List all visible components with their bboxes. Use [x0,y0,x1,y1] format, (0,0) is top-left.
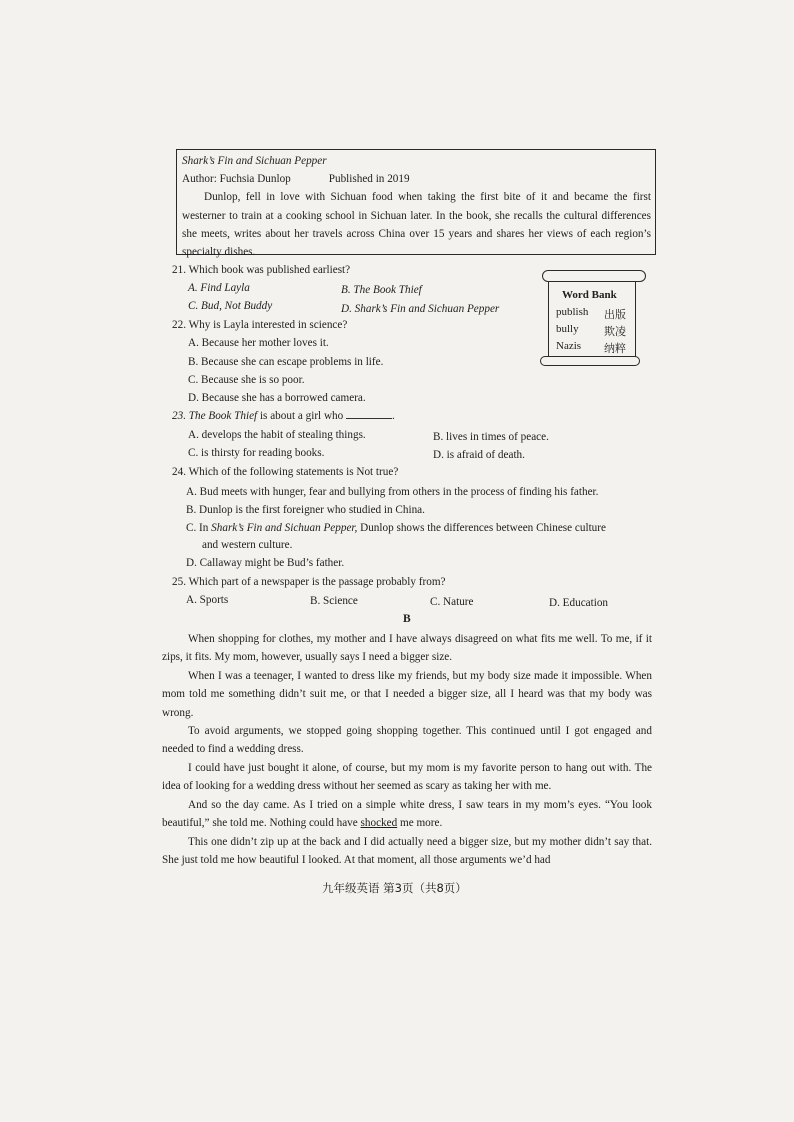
q22-option-d[interactable]: D. Because she has a borrowed camera. [188,392,366,404]
q24-option-d[interactable]: D. Callaway might be Bud’s father. [186,557,345,569]
passage-paragraph [162,796,652,833]
q21-option-a[interactable]: A. Find Layla [188,282,250,294]
entry-cn: 欺凌 [604,326,626,338]
q25-option-c[interactable]: C. Nature [430,596,474,608]
q23-stem: 23. The Book Thief is about a girl who . [172,410,395,422]
entry-en: publish [556,306,589,318]
passage-paragraph: This one didn’t zip up at the back and I did actually need a bigger size, but my mother didn’t say that. She just told me how beautiful I looked. At that moment, all those arguments we’d had [162,836,652,867]
q25-option-d[interactable]: D. Education [549,597,609,609]
q24-option-c-cont: and western culture. [202,539,293,551]
book-meta [182,170,651,188]
passage-paragraph: When I was a teenager, I wanted to dress like my friends, but my body size made it impossible. When mom told me something didn’t suit me, or that I needed a bigger size, all I heard was that my body was wrong. [162,670,652,719]
word-bank-entry [556,306,632,321]
q21-option-c[interactable]: C. Bud, Not Buddy [188,300,273,312]
q25-option-b[interactable]: B. Science [310,595,358,607]
q22-option-b[interactable]: B. Because she can escape problems in life. [188,356,384,368]
q25-option-a[interactable]: A. Sports [186,594,229,606]
q24-c-pre: C. In [186,522,209,534]
q25-stem: 25. Which part of a newspaper is the passage probably from? [172,576,446,588]
q24-stem: 24. Which of the following statements is Not true? [172,466,399,478]
passage-paragraph: When shopping for clothes, my mother and I have always disagreed on what fits me well. To me, if it zips, it fits. My mom, however, usually says I need a bigger size. [162,633,652,664]
q23-option-a[interactable]: A. develops the habit of stealing things. [188,429,366,441]
q23-stem-title: 23. The Book Thief [172,410,258,422]
q24-option-b[interactable]: B. Dunlop is the first foreigner who studied in China. [186,504,425,516]
entry-en: bully [556,323,579,335]
q21-option-d[interactable]: D. Shark’s Fin and Sichuan Pepper [341,303,500,315]
p5-pre: And so the day came. As I tried on a simple white dress, I saw tears in my mom’s eyes. “You look beautiful,” she told me. Nothing could have [162,799,652,830]
answer-blank [346,409,392,419]
q23-option-d[interactable]: D. is afraid of death. [433,449,525,461]
q24-option-c[interactable] [186,521,606,535]
q21-stem: 21. Which book was published earliest? [172,264,351,276]
page-footer: 九年级英语 第3页（共8页） [322,881,467,895]
passage-paragraph: I could have just bought it alone, of course, but my mom is my favorite person to hang out with. The idea of looking for a wedding dress without her seemed as scary as taking her with me. [162,762,652,793]
word-bank-entry [556,340,632,355]
q23-stem-rest: is about a girl who [259,410,344,422]
q23-option-b[interactable]: B. lives in times of peace. [433,431,549,443]
word-bank-entry [556,323,632,338]
scroll-top-roll [542,270,646,282]
book-info-box [176,149,656,259]
p5-post: me more. [400,817,443,830]
q24-c-post: Dunlop shows the differences between Chinese culture [360,522,606,534]
q22-option-a[interactable]: A. Because her mother loves it. [188,337,329,349]
entry-cn: 出版 [604,309,626,321]
book-published: Published in 2019 [328,173,410,186]
q24-c-title: Shark’s Fin and Sichuan Pepper, [211,522,358,534]
entry-cn: 纳粹 [604,343,626,355]
word-bank-title: Word Bank [562,289,617,301]
word-bank [540,268,652,370]
entry-en: Nazis [556,340,582,352]
q21-option-b[interactable]: B. The Book Thief [341,284,422,296]
book-title: Shark’s Fin and Sichuan Pepper [182,155,327,167]
book-description: Dunlop, fell in love with Sichuan food when taking the first bite of it and became the first westerner to train at a cooking school in Sichuan later. In the book, she recalls the cultural differences she meets, writes about her travels across China over 15 years and shares her views of each region’s specialty dishes. [182,191,651,259]
q23-option-c[interactable]: C. is thirsty for reading books. [188,447,325,459]
underlined-word: shocked [360,817,398,830]
scroll-bottom-roll [540,356,640,366]
book-author: Author: Fuchsia Dunlop [182,173,291,186]
section-b-label: B [403,613,411,625]
q24-option-a[interactable]: A. Bud meets with hunger, fear and bullying from others in the process of finding his father. [186,486,599,498]
q22-stem: 22. Why is Layla interested in science? [172,319,348,331]
q22-option-c[interactable]: C. Because she is so poor. [188,374,305,386]
passage-paragraph: To avoid arguments, we stopped going shopping together. This continued until I got engaged and needed to find a wedding dress. [162,725,652,756]
